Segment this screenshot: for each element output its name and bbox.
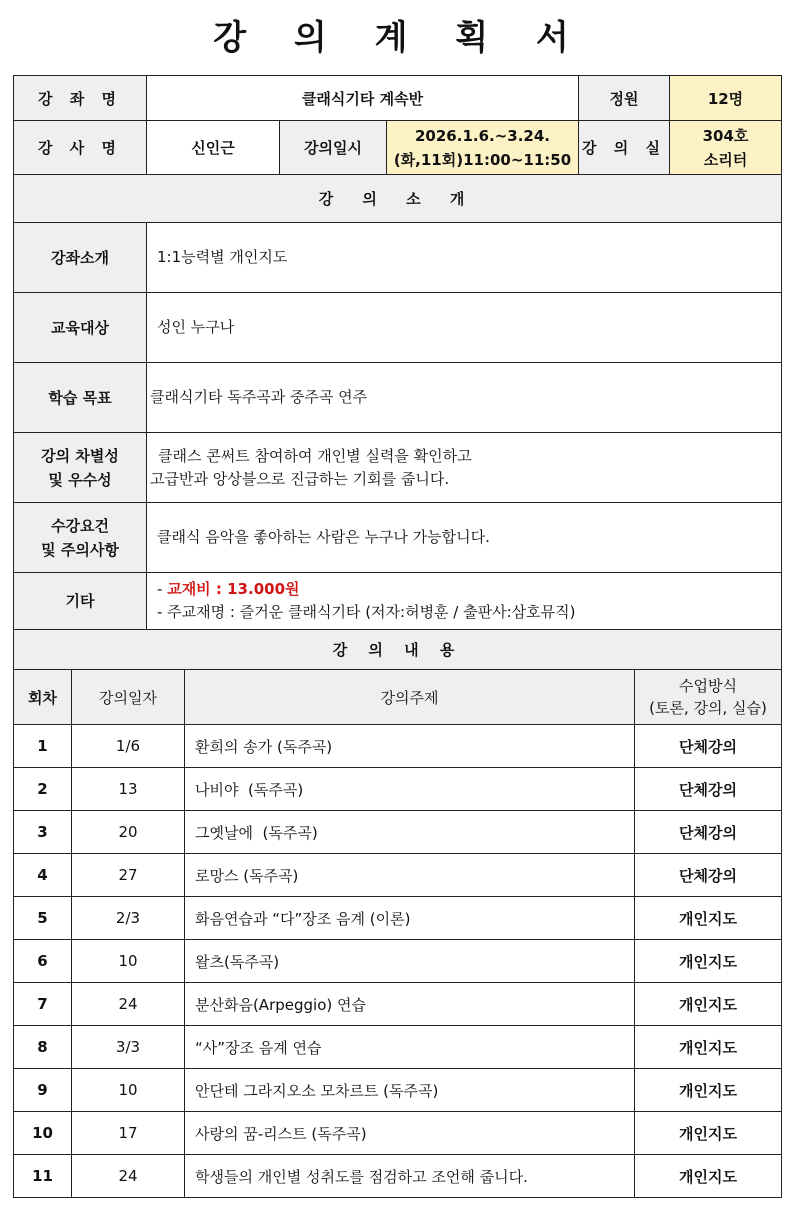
etc-dash: - xyxy=(157,579,163,598)
req-label-line1: 수강요건 xyxy=(51,516,109,535)
header-topic: 강의주제 xyxy=(185,670,635,725)
header-date: 강의일자 xyxy=(72,670,185,725)
row-method: 개인지도 xyxy=(635,940,782,983)
course-name: 클래식기타 계속반 xyxy=(147,76,579,121)
intro-text-distinct xyxy=(147,433,782,503)
table-row xyxy=(14,811,782,854)
table-row xyxy=(14,1155,782,1198)
row-topic: 나비야 (독주곡) xyxy=(185,768,635,811)
capacity-label: 정원 xyxy=(579,76,670,121)
header-no: 회차 xyxy=(14,670,72,725)
row-date: 24 xyxy=(72,983,185,1026)
row-no: 3 xyxy=(14,811,72,854)
textbook-fee: 교재비 : 13.000원 xyxy=(167,579,300,598)
row-topic: 안단테 그라지오소 모차르트 (독주곡) xyxy=(185,1069,635,1112)
intro-section-title: 강 의 소 개 xyxy=(14,175,782,223)
intro-label-requirements xyxy=(14,503,147,573)
info-table xyxy=(13,75,782,175)
row-date: 24 xyxy=(72,1155,185,1198)
table-row xyxy=(14,725,782,768)
table-row xyxy=(14,1026,782,1069)
row-method: 개인지도 xyxy=(635,1112,782,1155)
row-method: 단체강의 xyxy=(635,854,782,897)
distinct-label-line2: 및 우수성 xyxy=(48,470,112,489)
intro-label-etc: 기타 xyxy=(14,573,147,630)
row-date: 10 xyxy=(72,940,185,983)
row-date: 17 xyxy=(72,1112,185,1155)
row-method: 단체강의 xyxy=(635,811,782,854)
intro-text-requirements: 클래식 음악을 좋아하는 사람은 누구나 가능합니다. xyxy=(147,503,782,573)
row-date: 3/3 xyxy=(72,1026,185,1069)
etc-book-line: - 주교재명 : 즐거운 클래식기타 (저자:허병훈 / 출판사:삼호뮤직) xyxy=(157,603,576,621)
distinct-text-line1: 클래스 콘써트 참여하여 개인별 실력을 확인하고 xyxy=(158,447,472,465)
row-no: 4 xyxy=(14,854,72,897)
date-label: 강의일시 xyxy=(280,121,387,175)
table-row xyxy=(14,983,782,1026)
distinct-label-line1: 강의 차별성 xyxy=(41,446,119,465)
intro-label-target: 교육대상 xyxy=(14,293,147,363)
row-no: 2 xyxy=(14,768,72,811)
header-method xyxy=(635,670,782,725)
intro-label-goal: 학습 목표 xyxy=(14,363,147,433)
header-method-line2: (토론, 강의, 실습) xyxy=(649,699,767,717)
row-no: 8 xyxy=(14,1026,72,1069)
row-topic: 그옛날에 (독주곡) xyxy=(185,811,635,854)
intro-label-distinct xyxy=(14,433,147,503)
intro-text-goal: 클래식기타 독주곡과 중주곡 연주 xyxy=(147,363,782,433)
intro-text-etc xyxy=(147,573,782,630)
table-row xyxy=(14,940,782,983)
row-no: 7 xyxy=(14,983,72,1026)
distinct-text-line2: 고급반과 앙상블으로 진급하는 기회를 줍니다. xyxy=(150,469,450,488)
table-row xyxy=(14,1069,782,1112)
etc-fee-line xyxy=(157,578,781,601)
room-label: 강 의 실 xyxy=(579,121,670,175)
intro-text-target: 성인 누구나 xyxy=(147,293,782,363)
row-date: 1/6 xyxy=(72,725,185,768)
header-method-line1: 수업방식 xyxy=(679,676,737,695)
row-no: 9 xyxy=(14,1069,72,1112)
row-no: 10 xyxy=(14,1112,72,1155)
table-row xyxy=(14,897,782,940)
schedule-table xyxy=(13,629,782,1198)
row-topic: 사랑의 꿈-리스트 (독주곡) xyxy=(185,1112,635,1155)
course-dates-range: 2026.1.6.~3.24. xyxy=(415,126,550,145)
table-row xyxy=(14,854,782,897)
room-name: 소리터 xyxy=(703,150,748,169)
row-date: 2/3 xyxy=(72,897,185,940)
row-topic: 분산화음(Arpeggio) 연습 xyxy=(185,983,635,1026)
schedule-section-title: 강 의 내 용 xyxy=(14,630,782,670)
row-no: 11 xyxy=(14,1155,72,1198)
row-topic: “사”장조 음계 연습 xyxy=(185,1026,635,1069)
row-method: 단체강의 xyxy=(635,768,782,811)
intro-label-course: 강좌소개 xyxy=(14,223,147,293)
row-topic: 학생들의 개인별 성취도를 점검하고 조언해 줍니다. xyxy=(185,1155,635,1198)
row-no: 5 xyxy=(14,897,72,940)
req-label-line2: 및 주의사항 xyxy=(41,540,119,559)
row-no: 6 xyxy=(14,940,72,983)
row-method: 개인지도 xyxy=(635,983,782,1026)
row-method: 개인지도 xyxy=(635,897,782,940)
course-name-label: 강 좌 명 xyxy=(14,76,147,121)
document-title: 강 의 계 획 서 xyxy=(213,18,587,58)
intro-text-course: 1:1능력별 개인지도 xyxy=(147,223,782,293)
row-method: 단체강의 xyxy=(635,725,782,768)
row-method: 개인지도 xyxy=(635,1026,782,1069)
room-number: 304호 xyxy=(702,126,749,145)
row-topic: 왈츠(독주곡) xyxy=(185,940,635,983)
row-topic: 화음연습과 “다”장조 음계 (이론) xyxy=(185,897,635,940)
row-topic: 환희의 송가 (독주곡) xyxy=(185,725,635,768)
row-date: 20 xyxy=(72,811,185,854)
row-method: 개인지도 xyxy=(635,1155,782,1198)
intro-table xyxy=(13,174,782,630)
capacity-value: 12명 xyxy=(670,76,782,121)
room-value xyxy=(670,121,782,175)
row-date: 13 xyxy=(72,768,185,811)
instructor-label: 강 사 명 xyxy=(14,121,147,175)
row-topic: 로망스 (독주곡) xyxy=(185,854,635,897)
row-date: 10 xyxy=(72,1069,185,1112)
table-row xyxy=(14,768,782,811)
row-method: 개인지도 xyxy=(635,1069,782,1112)
instructor-name: 신인근 xyxy=(147,121,280,175)
course-dates xyxy=(387,121,579,175)
row-date: 27 xyxy=(72,854,185,897)
row-no: 1 xyxy=(14,725,72,768)
table-row xyxy=(14,1112,782,1155)
course-dates-time: (화,11회)11:00~11:50 xyxy=(393,150,572,169)
